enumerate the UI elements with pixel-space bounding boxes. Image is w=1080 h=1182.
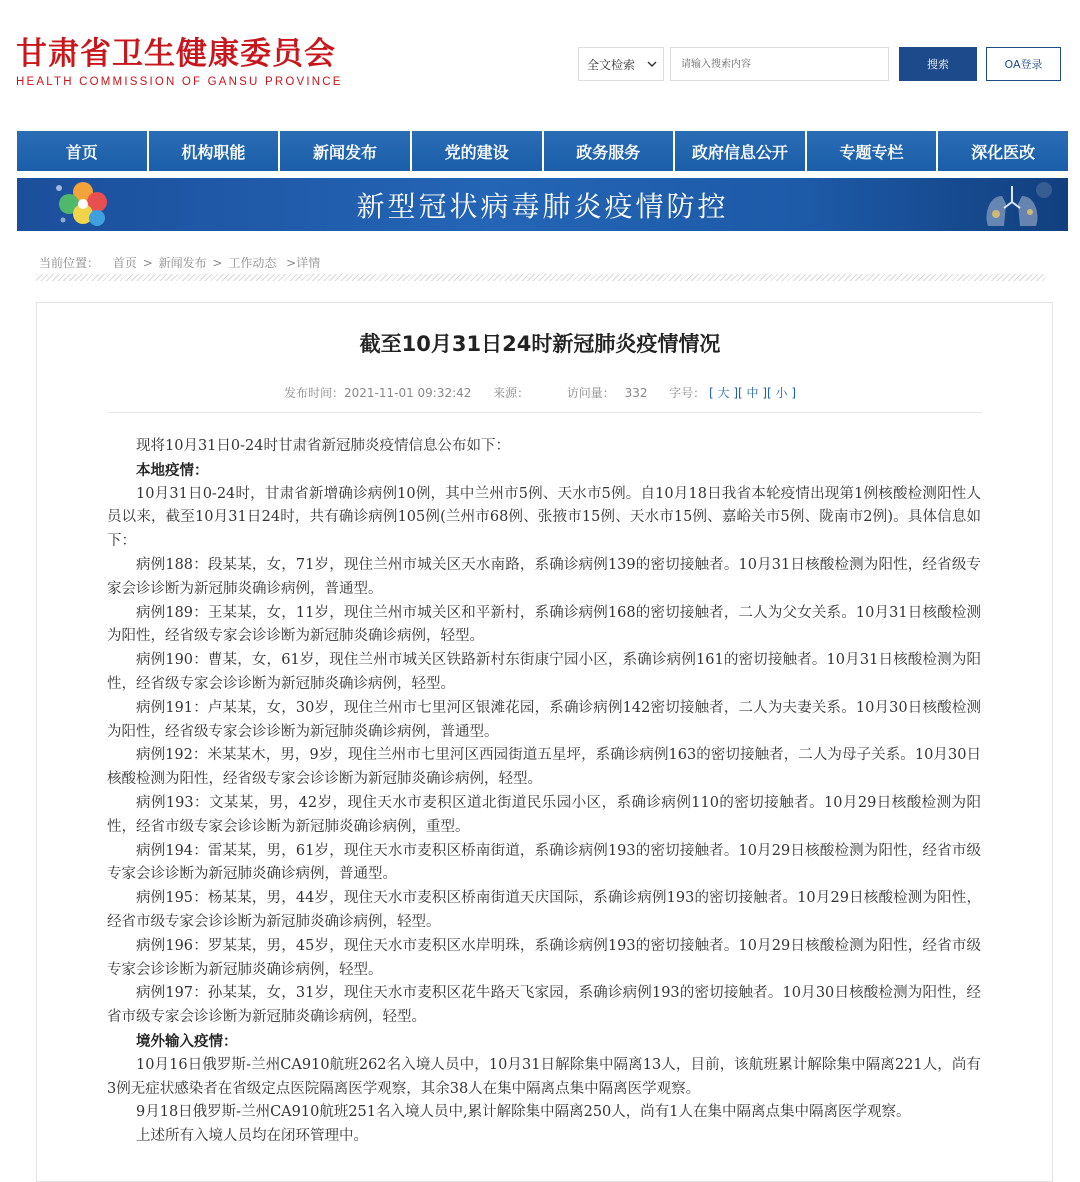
case-paragraph: 病例194：雷某某，男，61岁，现住天水市麦积区桥南街道，系确诊病例193的密切接触者。10月29日核酸检测为阳性，经省市级专家会诊诊断为新冠肺炎确诊病例，普通型。 <box>107 842 981 883</box>
font-size-label: 字号： <box>669 386 706 400</box>
banner-title: 新型冠状病毒肺炎疫情防控 <box>356 189 729 223</box>
main-nav <box>17 131 1068 171</box>
breadcrumb-work-link[interactable]: 工作动态 <box>228 256 277 270</box>
font-size-small-link[interactable]: 小 <box>775 386 788 400</box>
publish-time-label: 发布时间： <box>283 386 344 400</box>
case-paragraph: 病例189：王某某，女，11岁，现住兰州市城关区和平新村，系确诊病例168的密切接触者，二人为父女关系。10月31日核酸检测为阳性，经省级专家会诊诊断为新冠肺炎确诊病例，轻型。 <box>107 604 981 645</box>
breadcrumb-home-link[interactable]: 首页 <box>112 256 137 270</box>
search-scope-select[interactable] <box>578 47 664 81</box>
lungs-illustration-icon <box>974 180 1054 230</box>
breadcrumb-separator: > <box>142 256 153 270</box>
nav-item-gov-services[interactable]: 政务服务 <box>544 131 676 171</box>
search-button[interactable]: 搜索 <box>899 47 977 81</box>
nav-item-special-topics[interactable]: 专题专栏 <box>807 131 939 171</box>
logo-english-title: HEALTH COMMISSION OF GANSU PROVINCE <box>16 76 343 88</box>
article-paragraph: 现将10月31日0-24时甘肃省新冠肺炎疫情信息公布如下： <box>136 438 510 454</box>
article-paragraph: 9月18日俄罗斯-兰州CA910航班251名入境人员中,累计解除集中隔离250人，尚有1人在集中隔离点集中隔离医学观察。 <box>136 1104 911 1121</box>
views-label: 访问量： <box>566 386 615 400</box>
chevron-down-icon <box>647 61 657 67</box>
nav-item-org-functions[interactable]: 机构职能 <box>149 131 281 171</box>
site-logo[interactable] <box>16 34 343 88</box>
publish-time: 2021-11-01 09:32:42 <box>343 386 472 400</box>
article-paragraph: 上述所有入境人员均在闭环管理中。 <box>136 1128 368 1145</box>
case-paragraph: 病例191：卢某某，女，30岁，现住兰州市七里河区银滩花园，系确诊病例142密切接触者，二人为夫妻关系。10月30日核酸检测为阳性，经省级专家会诊诊断为新冠肺炎确诊病例，普通型。 <box>107 699 981 740</box>
nav-item-medical-reform[interactable]: 深化医改 <box>938 131 1068 171</box>
article-paragraph: 10月16日俄罗斯-兰州CA910航班262名入境人员中，10月31日解除集中隔离13人，目前，该航班累计解除集中隔离221人，尚有3例无症状感染者在省级定点医院隔离医学观察，其余38人在集中隔离点集中隔离医学观察。 <box>107 1056 981 1097</box>
nav-item-info-disclosure[interactable]: 政府信息公开 <box>675 131 807 171</box>
case-paragraph: 病例193：文某某，男，42岁，现住天水市麦积区道北街道民乐园小区，系确诊病例110的密切接触者。10月29日核酸检测为阳性，经省市级专家会诊诊断为新冠肺炎确诊病例，重型。 <box>107 794 981 835</box>
section-heading-local: 本地疫情： <box>136 461 209 479</box>
font-size-large-link[interactable]: 大 <box>717 386 730 400</box>
case-paragraph: 病例192：米某某木，男，9岁，现住兰州市七里河区西园街道五星坪，系确诊病例163的密切接触者，二人为母子关系。10月30日核酸检测为阳性，经省级专家会诊诊断为新冠肺炎确诊病例，轻型。 <box>107 747 981 788</box>
hatch-divider <box>36 274 1045 281</box>
nav-item-news[interactable]: 新闻发布 <box>280 131 412 171</box>
covid-banner[interactable] <box>17 178 1068 231</box>
breadcrumb-news-link[interactable]: 新闻发布 <box>158 256 207 270</box>
nav-item-home[interactable]: 首页 <box>17 131 149 171</box>
breadcrumb-prefix: 当前位置： <box>39 256 100 270</box>
logo-chinese-title: 甘肃省卫生健康委员会 <box>16 36 336 72</box>
breadcrumb-current: >详情 <box>286 256 321 270</box>
case-paragraph: 病例195：杨某某，男，44岁，现住天水市麦积区桥南街道天庆国际，系确诊病例193的密切接触者。10月29日核酸检测为阳性，经省市级专家会诊诊断为新冠肺炎确诊病例，轻型。 <box>107 890 981 930</box>
section-heading-imported: 境外输入疫情： <box>136 1032 238 1050</box>
case-paragraph: 病例188：段某某，女，71岁，现住兰州市城关区天水南路，系确诊病例139的密切接触者。10月31日核酸检测为阳性，经省级专家会诊诊断为新冠肺炎确诊病例，普通型。 <box>107 556 981 597</box>
case-paragraph: 病例196：罗某某，男，45岁，现住天水市麦积区水岸明珠，系确诊病例193的密切接触者。10月29日核酸检测为阳性，经省市级专家会诊诊断为新冠肺炎确诊病例，轻型。 <box>107 937 981 978</box>
case-paragraph: 病例190：曹某，女，61岁，现住兰州市城关区铁路新村东街康宁园小区，系确诊病例161的密切接触者。10月31日核酸检测为阳性，经省级专家会诊诊断为新冠肺炎确诊病例，轻型。 <box>107 652 981 692</box>
views-count: 332 <box>624 386 648 400</box>
search-scope-value: 全文检索 <box>587 57 636 72</box>
nav-item-party[interactable]: 党的建设 <box>412 131 544 171</box>
search-input[interactable] <box>670 47 889 81</box>
meta-divider <box>108 412 982 413</box>
article-title: 截至10月31日24时新冠肺炎疫情情况 <box>359 332 721 356</box>
oa-login-button[interactable]: OA登录 <box>986 47 1061 81</box>
source-label: 来源： <box>493 386 530 400</box>
article-body <box>107 435 981 1149</box>
breadcrumb-separator: > <box>212 256 223 270</box>
breadcrumb <box>39 254 322 271</box>
font-size-medium-link[interactable]: 中 <box>746 386 759 400</box>
article-meta: 发布时间：2021-11-01 09:32:42 来源： 访问量： 332 字号： [ 大 ][ 中 ][ 小 ] <box>283 386 797 400</box>
case-paragraph: 病例197：孙某某，女，31岁，现住天水市麦积区花牛路天飞家园，系确诊病例193的密切接触者。10月30日核酸检测为阳性，经省市级专家会诊诊断为新冠肺炎确诊病例，轻型。 <box>107 985 981 1026</box>
article-paragraph: 10月31日0-24时，甘肃省新增确诊病例10例，其中兰州市5例、天水市5例。自10月18日我省本轮疫情出现第1例核酸检测阳性人员以来，截至10月31日24时，共有确诊病例105例(兰州市68例、张掖市15例、天水市15例、嘉峪关市5例、陇南市2例)。具体信息如下： <box>107 485 981 550</box>
